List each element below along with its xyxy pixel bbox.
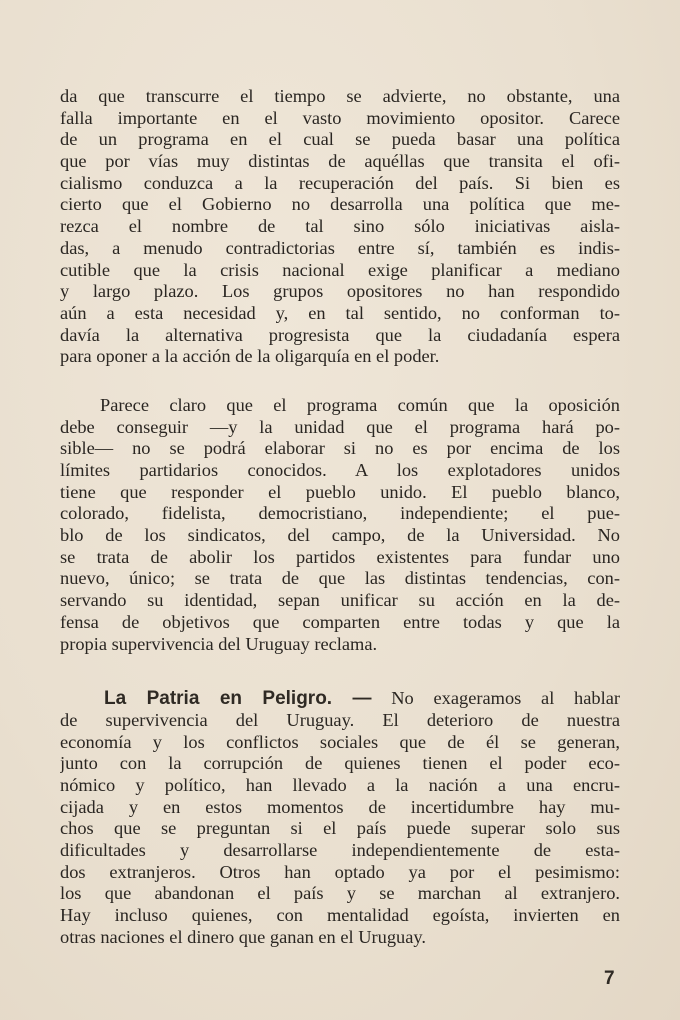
text-line: chos que se preguntan si el país puede superar solo sus xyxy=(60,818,620,839)
text-line: da que transcurre el tiempo se advierte, no obstante, una xyxy=(60,86,620,106)
paragraph-2 xyxy=(60,395,620,655)
text-line: se trata de abolir los partidos existentes para fundar uno xyxy=(60,546,620,567)
text-line: davía la alternativa progresista que la ciudadanía espera xyxy=(60,324,620,345)
text-line: blo de los sindicatos, del campo, de la Universidad. No xyxy=(60,525,620,546)
text-line: rezca el nombre de tal sino sólo iniciativas aisla- xyxy=(60,216,620,237)
paragraph-1 xyxy=(60,86,620,368)
section-heading: La Patria en Peligro. — xyxy=(104,688,372,710)
text-line: falla importante en el vasto movimiento opositor. Carece xyxy=(60,107,620,128)
paragraph-spacer xyxy=(60,368,620,395)
text-line: para oponer a la acción de la oligarquía en el poder. xyxy=(60,346,440,367)
text-line: propia supervivencia del Uruguay reclama. xyxy=(60,633,378,654)
text-line: los que abandonan el país y se marchan al extranjero. xyxy=(60,883,620,904)
page-number: 7 xyxy=(604,968,615,989)
text-line: y largo plazo. Los grupos opositores no han respondido xyxy=(60,281,620,302)
paragraph-3 xyxy=(60,688,620,948)
text-line: debe conseguir —y la unidad que el programa hará po- xyxy=(60,416,620,437)
text-line: fensa de objetivos que comparten entre todas y que la xyxy=(60,611,620,632)
text-line: de un programa en el cual se pueda basar una política xyxy=(60,129,620,150)
text-line: economía y los conflictos sociales que de él se generan, xyxy=(60,731,620,752)
text-line: Parece claro que el programa común que la oposición xyxy=(100,394,620,415)
text-line: Hay incluso quienes, con mentalidad egoísta, invierten en xyxy=(60,905,620,926)
text-line: cialismo conduzca a la recuperación del país. Si bien es xyxy=(60,172,620,193)
text-line: dificultades y desarrollarse independientemente de esta- xyxy=(60,840,620,860)
text-line: servando su identidad, sepan unificar su acción en la de- xyxy=(60,590,620,611)
text-line: cierto que el Gobierno no desarrolla una política que me- xyxy=(60,194,620,215)
text-fragment: No exageramos al hablar xyxy=(391,688,620,709)
text-line: nuevo, único; se trata de que las distintas tendencias, con- xyxy=(60,568,620,589)
text-line: cijada y en estos momentos de incertidumbre hay mu- xyxy=(60,796,620,817)
page-body xyxy=(60,86,620,948)
text-line xyxy=(60,688,620,710)
text-line: que por vías muy distintas de aquéllas que transita el ofi- xyxy=(60,151,620,172)
text-line: cutible que la crisis nacional exige planificar a mediano xyxy=(60,259,620,280)
text-line: otras naciones el dinero que ganan en el Uruguay. xyxy=(60,926,426,947)
paragraph-spacer xyxy=(60,655,620,688)
text-line: de supervivencia del Uruguay. El deterioro de nuestra xyxy=(60,709,620,730)
text-line: límites partidarios conocidos. A los explotadores unidos xyxy=(60,460,620,480)
text-line: colorado, fidelista, democristiano, independiente; el pue- xyxy=(60,503,620,524)
text-line: junto con la corrupción de quienes tienen el poder eco- xyxy=(60,753,620,774)
text-line: das, a menudo contradictorias entre sí, también es indis- xyxy=(60,237,620,258)
text-line: dos extranjeros. Otros han optado ya por el pesimismo: xyxy=(60,861,620,882)
text-line: sible— no se podrá elaborar si no es por encima de los xyxy=(60,438,620,459)
text-line: nómico y político, han llevado a la nación a una encru- xyxy=(60,774,620,795)
text-line: tiene que responder el pueblo unido. El pueblo blanco, xyxy=(60,481,620,502)
text-line: aún a esta necesidad y, en tal sentido, no conforman to- xyxy=(60,302,620,323)
